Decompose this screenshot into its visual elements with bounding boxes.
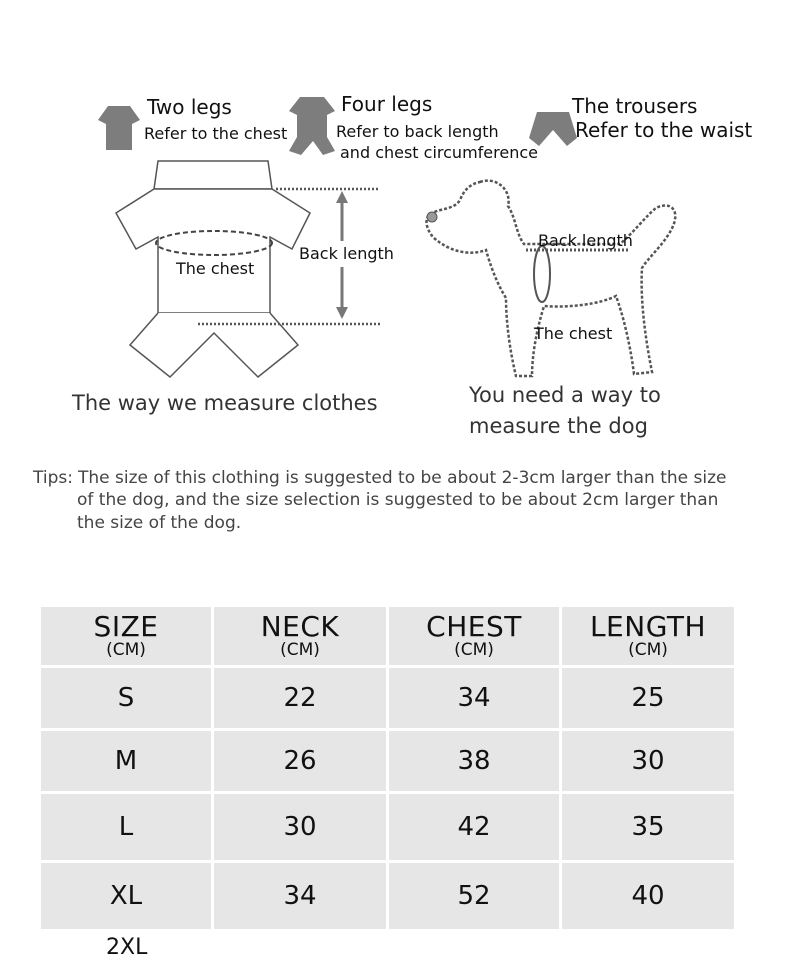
tips-line-3: the size of the dog. bbox=[77, 513, 242, 533]
header-length: LENGTH (CM) bbox=[562, 607, 734, 665]
size-cell: S bbox=[41, 668, 211, 728]
dog-caption-line-2: measure the dog bbox=[469, 414, 648, 438]
neck-cell: 30 bbox=[214, 794, 386, 860]
four-legs-suit-icon bbox=[287, 95, 337, 157]
header-size: SIZE (CM) bbox=[41, 607, 211, 665]
clothes-chest-label: The chest bbox=[176, 259, 255, 278]
partial-next-row-label: 2XL bbox=[106, 935, 148, 960]
dog-back-length-label: Back length bbox=[538, 231, 633, 250]
four-legs-title: Four legs bbox=[341, 92, 433, 116]
dog-outline-diagram bbox=[420, 172, 690, 382]
two-legs-shirt-icon bbox=[96, 102, 142, 152]
tips-line-1: The size of this clothing is suggested to be about 2-3cm larger than the size bbox=[78, 468, 727, 488]
trousers-subtitle: Refer to the waist bbox=[575, 118, 753, 142]
length-cell: 25 bbox=[562, 668, 734, 728]
dog-chest-label: The chest bbox=[534, 324, 613, 343]
size-table bbox=[38, 604, 737, 932]
length-cell: 30 bbox=[562, 731, 734, 791]
table-row bbox=[41, 731, 734, 791]
clothes-caption: The way we measure clothes bbox=[72, 391, 378, 415]
chest-cell: 42 bbox=[389, 794, 559, 860]
neck-cell: 22 bbox=[214, 668, 386, 728]
chest-cell: 52 bbox=[389, 863, 559, 929]
length-cell: 40 bbox=[562, 863, 734, 929]
header-chest: CHEST (CM) bbox=[389, 607, 559, 665]
trousers-title: The trousers bbox=[572, 94, 698, 118]
neck-cell: 34 bbox=[214, 863, 386, 929]
table-row bbox=[41, 668, 734, 728]
header-neck: NECK (CM) bbox=[214, 607, 386, 665]
size-cell: L bbox=[41, 794, 211, 860]
tips-prefix: Tips: bbox=[33, 468, 73, 488]
table-row bbox=[41, 794, 734, 860]
clothes-outline-diagram bbox=[110, 155, 400, 385]
chest-cell: 34 bbox=[389, 668, 559, 728]
tips-line-2: of the dog, and the size selection is suggested to be about 2cm larger than bbox=[77, 490, 719, 510]
four-legs-subtitle-1: Refer to back length bbox=[336, 122, 499, 141]
table-header-row bbox=[41, 607, 734, 665]
clothes-back-length-label: Back length bbox=[299, 244, 394, 263]
table-row bbox=[41, 863, 734, 929]
size-cell: XL bbox=[41, 863, 211, 929]
two-legs-subtitle: Refer to the chest bbox=[144, 124, 288, 143]
four-legs-subtitle-2: and chest circumference bbox=[340, 143, 538, 162]
neck-cell: 26 bbox=[214, 731, 386, 791]
two-legs-title: Two legs bbox=[147, 95, 232, 119]
length-cell: 35 bbox=[562, 794, 734, 860]
chest-cell: 38 bbox=[389, 731, 559, 791]
dog-caption-line-1: You need a way to bbox=[469, 383, 661, 407]
size-cell: M bbox=[41, 731, 211, 791]
